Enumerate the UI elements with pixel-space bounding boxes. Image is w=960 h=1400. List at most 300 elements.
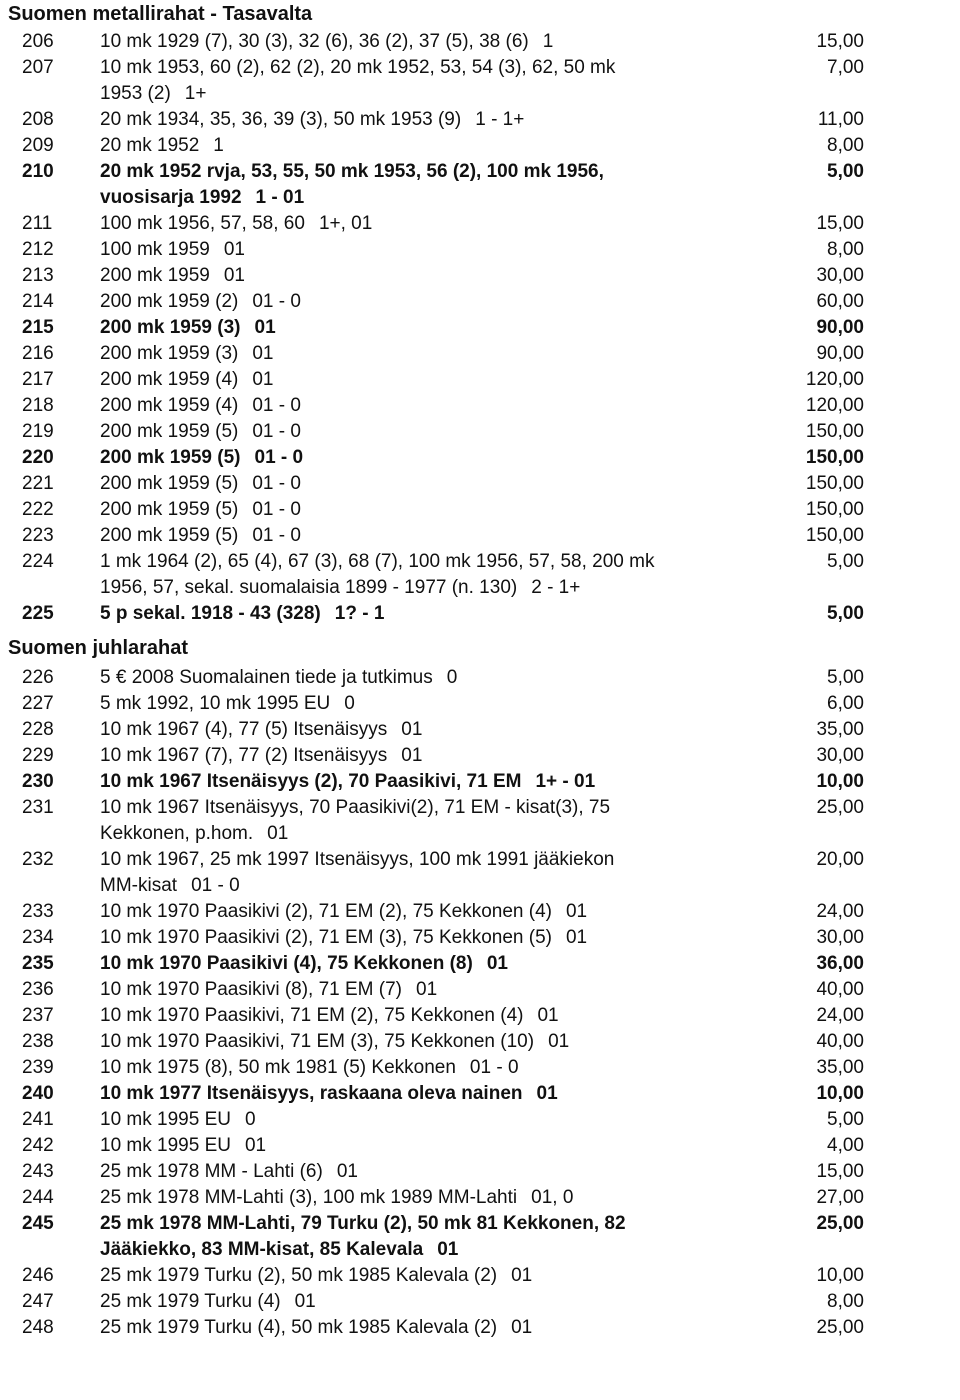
description-text: 10 mk 1967, 25 mk 1997 Itsenäisyys, 100 mk 1991 jääkiekon (100, 849, 615, 870)
lot-number: 216 (22, 343, 54, 364)
lot-number: 228 (22, 719, 54, 740)
lot-price: 40,00 (816, 979, 864, 1000)
lot-number: 244 (22, 1187, 54, 1208)
lot-price: 11,00 (817, 109, 864, 130)
lot-description (100, 795, 780, 847)
lot-row (0, 1133, 960, 1159)
lot-row (0, 341, 960, 367)
description-text: 10 mk 1977 Itsenäisyys, raskaana oleva nainen (100, 1083, 523, 1104)
description-line (100, 185, 780, 211)
lot-description (100, 341, 780, 367)
lot-price: 36,00 (816, 953, 864, 974)
lot-description (100, 743, 780, 769)
lot-number: 232 (22, 849, 54, 870)
description-line (100, 1289, 780, 1315)
lot-grade: 01 (565, 927, 588, 948)
description-line (100, 899, 780, 925)
lot-grade: 01 (416, 979, 438, 1000)
lot-number: 237 (22, 1005, 54, 1026)
lot-description (100, 237, 780, 263)
lot-row (0, 367, 960, 393)
description-line (100, 821, 780, 847)
description-line (100, 263, 780, 289)
lot-price: 30,00 (816, 265, 864, 286)
description-line (100, 977, 780, 1003)
lot-row (0, 393, 960, 419)
lot-row (0, 769, 960, 795)
lot-price: 25,00 (816, 1317, 864, 1338)
lot-grade: 01 - 0 (252, 473, 301, 494)
description-text: 10 mk 1970 Paasikivi (2), 71 EM (3), 75 Kekkonen (5) (100, 927, 552, 948)
lot-price: 30,00 (816, 927, 864, 948)
lot-description (100, 55, 780, 107)
section-heading: Suomen metallirahat - Tasavalta (8, 3, 313, 25)
lot-description (100, 717, 780, 743)
lot-description (100, 211, 780, 237)
description-text: 25 mk 1979 Turku (2), 50 mk 1985 Kalevala (2) (100, 1265, 498, 1286)
lot-grade: 1+ - 01 (535, 771, 596, 792)
lot-row (0, 445, 960, 471)
lot-price: 150,00 (805, 499, 864, 520)
lot-grade: 01 (486, 953, 508, 974)
description-line (100, 1159, 780, 1185)
lot-row (0, 1055, 960, 1081)
lot-description (100, 315, 780, 341)
lot-grade: 1+ (184, 83, 207, 104)
description-text: 25 mk 1978 MM-Lahti (3), 100 mk 1989 MM-Lahti (100, 1187, 518, 1208)
lot-grade: 01 (437, 1239, 459, 1260)
lot-row (0, 1315, 960, 1341)
description-line (100, 1211, 780, 1237)
lot-number: 227 (22, 693, 54, 714)
lot-row (0, 977, 960, 1003)
lot-number: 230 (22, 771, 54, 792)
lot-price: 8,00 (827, 239, 864, 260)
lot-grade: 01 (537, 1005, 559, 1026)
description-line (100, 1055, 780, 1081)
lot-price: 5,00 (827, 667, 864, 688)
lot-number: 211 (22, 213, 53, 234)
description-line (100, 717, 780, 743)
lot-description (100, 471, 780, 497)
description-line (100, 769, 780, 795)
lot-row (0, 951, 960, 977)
description-text: 25 mk 1979 Turku (4) (100, 1291, 281, 1312)
lot-row (0, 1081, 960, 1107)
lot-row (0, 795, 960, 847)
lot-description (100, 1263, 780, 1289)
description-text: 200 mk 1959 (5) (100, 499, 239, 520)
lot-description (100, 289, 780, 315)
lot-number: 206 (22, 31, 54, 52)
description-line (100, 1237, 780, 1263)
lot-description (100, 665, 780, 691)
description-line (100, 133, 780, 159)
description-line (100, 1133, 780, 1159)
lot-price: 24,00 (816, 1005, 864, 1026)
lot-description (100, 1185, 780, 1211)
lot-number: 229 (22, 745, 54, 766)
lot-row (0, 1289, 960, 1315)
description-text: 5 mk 1992, 10 mk 1995 EU (100, 693, 331, 714)
lot-price: 4,00 (827, 1135, 864, 1156)
lot-grade: 01 - 0 (252, 395, 301, 416)
lot-grade: 01 (511, 1317, 533, 1338)
lot-number: 218 (22, 395, 54, 416)
description-text: 10 mk 1967 (4), 77 (5) Itsenäisyys (100, 719, 388, 740)
lot-row (0, 1003, 960, 1029)
description-line (100, 341, 780, 367)
lot-description (100, 263, 780, 289)
description-text: 200 mk 1959 (5) (100, 525, 239, 546)
lot-grade: 01 - 0 (252, 525, 301, 546)
description-line (100, 419, 780, 445)
description-text: 10 mk 1995 EU (100, 1135, 231, 1156)
lot-number: 245 (22, 1213, 54, 1234)
description-line (100, 691, 780, 717)
lot-row (0, 691, 960, 717)
lot-grade: 1 (213, 135, 224, 156)
lot-number: 236 (22, 979, 54, 1000)
lot-description (100, 1133, 780, 1159)
lot-price: 15,00 (816, 1161, 864, 1182)
lot-description (100, 1211, 780, 1263)
lot-number: 234 (22, 927, 54, 948)
description-line (100, 873, 780, 899)
lot-row (0, 1185, 960, 1211)
lot-price: 20,00 (816, 849, 864, 870)
lot-description (100, 497, 780, 523)
lot-grade: 01 (511, 1265, 533, 1286)
description-text: 1 mk 1964 (2), 65 (4), 67 (3), 68 (7), 100 mk 1956, 57, 58, 200 mk (100, 551, 655, 572)
lot-grade: 01 (536, 1083, 558, 1104)
description-line (100, 847, 780, 873)
description-line (100, 665, 780, 691)
lot-description (100, 159, 780, 211)
lot-row (0, 497, 960, 523)
lot-number: 238 (22, 1031, 54, 1052)
lot-price: 10,00 (816, 1265, 864, 1286)
lot-price: 25,00 (816, 1213, 864, 1234)
description-line (100, 1107, 780, 1133)
lot-number: 225 (22, 603, 54, 624)
lot-price: 5,00 (827, 161, 864, 182)
lot-number: 247 (22, 1291, 54, 1312)
lot-grade: 1+, 01 (318, 213, 373, 234)
description-text: 200 mk 1959 (5) (100, 421, 239, 442)
description-line (100, 289, 780, 315)
lot-row (0, 1211, 960, 1263)
lot-price: 24,00 (816, 901, 864, 922)
description-line (100, 211, 780, 237)
description-line (100, 795, 780, 821)
lot-number: 248 (22, 1317, 54, 1338)
description-text: 10 mk 1967 Itsenäisyys, 70 Paasikivi(2), 71 EM - kisat(3), 75 (100, 797, 611, 818)
lot-number: 213 (22, 265, 54, 286)
lot-price: 5,00 (827, 603, 864, 624)
lot-grade: 01 (548, 1031, 570, 1052)
lot-description (100, 393, 780, 419)
lot-row (0, 1107, 960, 1133)
lot-grade: 01 - 0 (254, 447, 304, 468)
description-line (100, 1003, 780, 1029)
description-line (100, 29, 780, 55)
lot-description (100, 133, 780, 159)
lot-number: 240 (22, 1083, 54, 1104)
lot-row (0, 523, 960, 549)
lot-row (0, 717, 960, 743)
lot-row (0, 899, 960, 925)
lot-description (100, 107, 780, 133)
lot-number: 239 (22, 1057, 54, 1078)
description-text: 20 mk 1934, 35, 36, 39 (3), 50 mk 1953 (9) (100, 109, 462, 130)
lot-grade: 01 (267, 823, 289, 844)
description-line (100, 743, 780, 769)
lot-row (0, 107, 960, 133)
lot-row (0, 55, 960, 107)
lot-grade: 01 (401, 719, 423, 740)
lot-number: 243 (22, 1161, 54, 1182)
lot-grade: 01 (565, 901, 588, 922)
lot-description (100, 1315, 780, 1341)
lot-price: 30,00 (816, 745, 864, 766)
lot-grade: 01 (294, 1291, 316, 1312)
description-text: 25 mk 1979 Turku (4), 50 mk 1985 Kalevala (2) (100, 1317, 498, 1338)
lot-description (100, 367, 780, 393)
description-line (100, 81, 780, 107)
lot-number: 217 (22, 369, 54, 390)
description-text: 10 mk 1967 (7), 77 (2) Itsenäisyys (100, 745, 388, 766)
lot-description (100, 1081, 780, 1107)
description-text: 200 mk 1959 (5) (100, 473, 239, 494)
lot-price: 15,00 (816, 213, 864, 234)
lot-number: 242 (22, 1135, 54, 1156)
lot-grade: 01 (223, 265, 245, 286)
description-text: 10 mk 1970 Paasikivi (8), 71 EM (7) (100, 979, 403, 1000)
lot-price: 5,00 (827, 551, 864, 572)
lot-price: 5,00 (827, 1109, 864, 1130)
description-line (100, 107, 780, 133)
lot-description (100, 847, 780, 899)
lot-price: 10,00 (816, 1083, 864, 1104)
lot-number: 246 (22, 1265, 54, 1286)
description-text: 10 mk 1929 (7), 30 (3), 32 (6), 36 (2), 37 (5), 38 (6) (100, 31, 529, 52)
lot-description (100, 601, 780, 627)
description-line (100, 549, 780, 575)
description-text: 100 mk 1956, 57, 58, 60 (100, 213, 305, 234)
description-text: 10 mk 1970 Paasikivi, 71 EM (2), 75 Kekkonen (4) (100, 1005, 524, 1026)
description-text: 100 mk 1959 (100, 239, 210, 260)
lot-description (100, 1055, 780, 1081)
lot-number: 210 (22, 161, 54, 182)
lot-description (100, 691, 780, 717)
lot-description (100, 29, 780, 55)
lot-grade: 0 (244, 1109, 256, 1130)
description-text: Jääkiekko, 83 MM-kisat, 85 Kalevala (100, 1239, 424, 1260)
lot-number: 224 (22, 551, 54, 572)
lot-grade: 01, 0 (531, 1187, 574, 1208)
description-line (100, 237, 780, 263)
description-text: 200 mk 1959 (3) (100, 317, 241, 338)
description-text: 1953 (2) (100, 83, 171, 104)
lot-price: 35,00 (816, 719, 864, 740)
lot-price: 120,00 (805, 369, 864, 390)
lot-row (0, 159, 960, 211)
lot-number: 220 (22, 447, 54, 468)
description-line (100, 393, 780, 419)
description-text: 200 mk 1959 (4) (100, 369, 239, 390)
lot-row (0, 315, 960, 341)
lot-price: 25,00 (816, 797, 864, 818)
description-line (100, 1315, 780, 1341)
lot-row (0, 1029, 960, 1055)
lot-price: 8,00 (827, 135, 864, 156)
lot-row (0, 237, 960, 263)
lot-number: 212 (22, 239, 54, 260)
description-text: 200 mk 1959 (3) (100, 343, 239, 364)
lot-description (100, 977, 780, 1003)
lot-number: 223 (22, 525, 54, 546)
lot-row (0, 665, 960, 691)
lot-price: 7,00 (827, 57, 864, 78)
lot-grade: 01 (223, 239, 245, 260)
lot-price: 150,00 (805, 447, 864, 468)
lot-price: 15,00 (816, 31, 864, 52)
description-line (100, 159, 780, 185)
description-text: 20 mk 1952 rvja, 53, 55, 50 mk 1953, 56 (2), 100 mk 1956, (100, 161, 604, 182)
lot-number: 231 (22, 797, 54, 818)
lot-grade: 01 (401, 745, 423, 766)
lot-number: 235 (22, 953, 54, 974)
lot-price: 120,00 (805, 395, 864, 416)
lot-description (100, 1159, 780, 1185)
lot-row (0, 743, 960, 769)
lot-grade: 01 (254, 317, 276, 338)
description-text: 10 mk 1967 Itsenäisyys (2), 70 Paasikivi, 71 EM (100, 771, 522, 792)
lot-number: 215 (22, 317, 54, 338)
lot-number: 221 (22, 473, 54, 494)
lot-number: 209 (22, 135, 54, 156)
lot-row (0, 263, 960, 289)
description-text: 10 mk 1995 EU (100, 1109, 231, 1130)
lot-row (0, 1159, 960, 1185)
lot-grade: 2 - 1+ (531, 577, 581, 598)
description-text: 5 p sekal. 1918 - 43 (328) (100, 603, 321, 624)
lot-grade: 01 - 0 (252, 499, 301, 520)
lot-grade: 1 (542, 31, 554, 52)
section-heading: Suomen juhlarahat (8, 637, 189, 659)
lot-price: 27,00 (816, 1187, 864, 1208)
description-line (100, 601, 780, 627)
lot-number: 207 (22, 57, 54, 78)
lot-row (0, 419, 960, 445)
lot-price: 40,00 (816, 1031, 864, 1052)
lot-row (0, 1263, 960, 1289)
lot-price: 150,00 (805, 473, 864, 494)
description-text: 20 mk 1952 (100, 135, 200, 156)
lot-description (100, 1289, 780, 1315)
description-text: 25 mk 1978 MM-Lahti, 79 Turku (2), 50 mk 81 Kekkonen, 82 (100, 1213, 626, 1234)
description-text: 200 mk 1959 (2) (100, 291, 239, 312)
lot-number: 226 (22, 667, 54, 688)
description-line (100, 445, 780, 471)
description-text: MM-kisat (100, 875, 178, 896)
lot-price: 6,00 (827, 693, 864, 714)
lot-price: 150,00 (805, 525, 864, 546)
description-text: 200 mk 1959 (4) (100, 395, 239, 416)
description-line (100, 55, 780, 81)
lot-price: 8,00 (827, 1291, 864, 1312)
description-text: 25 mk 1978 MM - Lahti (6) (100, 1161, 323, 1182)
lot-grade: 01 (252, 343, 274, 364)
description-text: 10 mk 1970 Paasikivi, 71 EM (3), 75 Kekkonen (10) (100, 1031, 535, 1052)
description-line (100, 523, 780, 549)
description-text: 10 mk 1970 Paasikivi (4), 75 Kekkonen (8) (100, 953, 473, 974)
lot-grade: 01 (252, 369, 274, 390)
lot-description (100, 1003, 780, 1029)
lot-grade: 1 - 01 (255, 187, 305, 208)
description-line (100, 951, 780, 977)
lot-number: 233 (22, 901, 54, 922)
lot-grade: 01 - 0 (469, 1057, 519, 1078)
description-line (100, 575, 780, 601)
description-line (100, 925, 780, 951)
description-line (100, 1185, 780, 1211)
lot-grade: 1? - 1 (334, 603, 385, 624)
lot-row (0, 133, 960, 159)
lot-number: 219 (22, 421, 54, 442)
lot-row (0, 289, 960, 315)
lot-price: 90,00 (816, 317, 864, 338)
lot-description (100, 1029, 780, 1055)
lot-description (100, 925, 780, 951)
lot-row (0, 925, 960, 951)
description-text: 200 mk 1959 (100, 265, 210, 286)
description-text: 1956, 57, sekal. suomalaisia 1899 - 1977 (n. 130) (100, 577, 518, 598)
lot-grade: 01 - 0 (191, 875, 240, 896)
lot-description (100, 419, 780, 445)
lot-row (0, 211, 960, 237)
description-line (100, 315, 780, 341)
description-text: 200 mk 1959 (5) (100, 447, 241, 468)
lot-description (100, 549, 780, 601)
lot-grade: 1 - 1+ (475, 109, 525, 130)
description-text: 5 € 2008 Suomalainen tiede ja tutkimus (100, 667, 433, 688)
lot-row (0, 847, 960, 899)
lot-row (0, 549, 960, 601)
lot-price: 10,00 (816, 771, 864, 792)
lot-grade: 01 (244, 1135, 267, 1156)
lot-grade: 0 (344, 693, 355, 714)
lot-description (100, 523, 780, 549)
lot-row (0, 601, 960, 627)
description-line (100, 471, 780, 497)
description-text: 10 mk 1970 Paasikivi (2), 71 EM (2), 75 Kekkonen (4) (100, 901, 552, 922)
description-line (100, 1263, 780, 1289)
lot-number: 241 (22, 1109, 54, 1130)
lot-number: 214 (22, 291, 54, 312)
lot-grade: 01 - 0 (252, 291, 301, 312)
lot-number: 222 (22, 499, 54, 520)
description-text: vuosisarja 1992 (100, 187, 242, 208)
lot-number: 208 (22, 109, 54, 130)
lot-price: 60,00 (816, 291, 864, 312)
description-text: 10 mk 1953, 60 (2), 62 (2), 20 mk 1952, 53, 54 (3), 62, 50 mk (100, 57, 616, 78)
lot-price: 35,00 (816, 1057, 864, 1078)
lot-description (100, 951, 780, 977)
description-line (100, 1029, 780, 1055)
lot-description (100, 899, 780, 925)
